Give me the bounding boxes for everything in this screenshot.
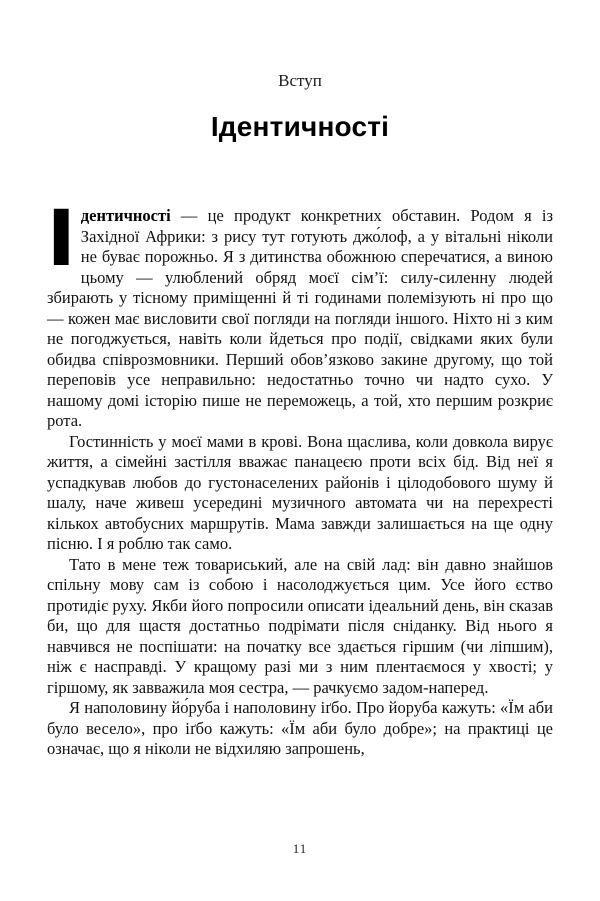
paragraph-1-text: — це продукт конкретних обставин. Родом я із Західної Африки: з рису тут готують джо́лоф, а у вітальні ніколи не буває порожньо. Я з дитинства обожнюю сперечатися, а виною цьому — улюблений обряд моєї сім’ї: силу-силенну людей збирають у тісному приміщенні й ті годинами полемізують ні про що — кожен має висловити свої погляди на погляди іншого. Ніхто ні з ким не погоджується, навіть коли йдеться про події, свідками яких були обидва співрозмовники. Перший обов’язково закине другому, що той переповів усе неправильно: недостатньо точно чи надто сухо. У нашому домі історію пише не переможець, а той, хто першим розкриє рота. (47, 206, 553, 430)
paragraph-4: Я наполовину йо́руба і наполовину іґбо. Про йоруба кажуть: «Їм аби було весело», про іґбо кажуть: «Їм аби було добре»; на практиці це означає, що я ніколи не відхиляю запрошень, (47, 698, 553, 758)
page-number: 11 (292, 841, 308, 856)
section-label: Вступ (278, 71, 322, 90)
chapter-title: Ідентичності (210, 111, 390, 142)
lead-word: дентичності (80, 206, 171, 225)
paragraph-2: Гостинність у моєї мами в крові. Вона щаслива, коли довкола вирує життя, а сімейні застілля вважає панацеєю проти всіх бід. Від неї я успадкував любов до густонаселених районів і цілодобового шуму й шалу, наче живеш усередині музичного автомата чи на перехресті кількох автобусних маршрутів. Мама завжди залишається на ще одну пісню. І я роблю так само. (47, 431, 553, 553)
drop-cap: І (47, 192, 76, 283)
body-text (47, 192, 553, 760)
paragraph-3: Тато в мене теж товариський, але на свій лад: він давно знайшов спільну мову сам із собою і насолоджується цим. Усе його єство протидіє руху. Якби його попросили описати ідеальний день, він сказав би, що для щастя достатньо подрімати після сніданку. Від нього я навчився не поспішати: на початку все здається гіршим (чи ліпшим), ніж є насправді. У кращому разі ми з ним плентаємося у хвості; у гіршому, як завважила моя сестра, — рачкуємо задом-наперед. (47, 554, 553, 697)
paragraph-1 (47, 192, 553, 432)
